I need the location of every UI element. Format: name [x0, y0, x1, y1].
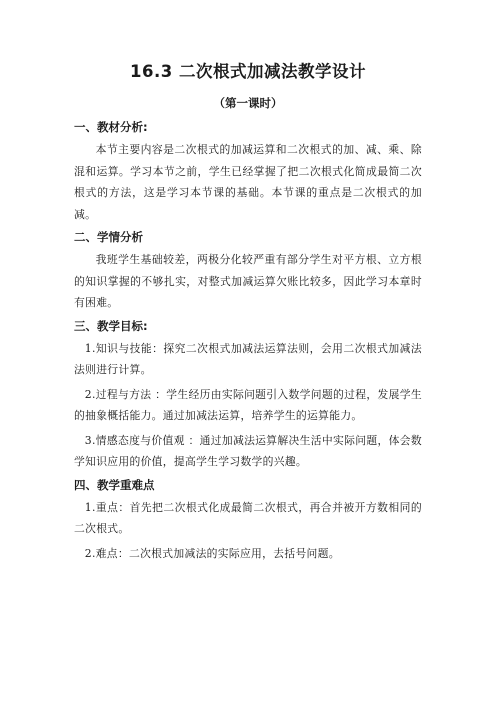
document-subtitle: （第一课时） [213, 96, 283, 110]
key-point-item: 1.重点：首先把二次根式化成最简二次根式，再合并被开方数相同的二次根式。 [74, 500, 422, 535]
objective-item: 1.知识与技能：探究二次根式加减法运算法则，会用二次根式加减法法则进行计算。 [74, 341, 422, 376]
objective-item: 2.过程与方法 ：学生经历由实际问题引入数学问题的过程，发展学生的抽象概括能力。通过加减法运算，培养学生的运算能力。 [74, 387, 422, 422]
section-paragraph-student-analysis: 我班学生基础较差，两极分化较严重有部分学生对平方根、立方根的知识掌握的不够扎实，对整式加减运算欠账比较多，因此学习本章时有困难。 [74, 253, 422, 309]
document-content [74, 60, 422, 567]
section-heading-textbook-analysis: 一、教材分析: [74, 120, 148, 134]
section-heading-teaching-objectives: 三、教学目标: [74, 318, 148, 333]
section-paragraph-textbook-analysis: 本节主要内容是二次根式的加减运算和二次根式的加、减、乘、除混和运算。学习本节之前，学生已经掌握了把二次根式化简成最简二次根式的方法，这是学习本节课的基础。本节课的重点是二次根式的加减。 [74, 143, 422, 221]
key-point-item: 2.难点：二次根式加减法的实际应用，去括号问题。 [84, 546, 340, 560]
section-heading-key-difficult-points: 四、教学重难点 [74, 477, 155, 492]
objective-item: 3.情感态度与价值观 ：通过加减法运算解决生活中实际问题，体会数学知识应用的价值，提高学生学习数学的兴趣。 [74, 433, 422, 468]
document-title: 16.3 二次根式加减法教学设计 [130, 62, 366, 81]
section-heading-student-analysis: 二、学情分析 [74, 230, 143, 244]
